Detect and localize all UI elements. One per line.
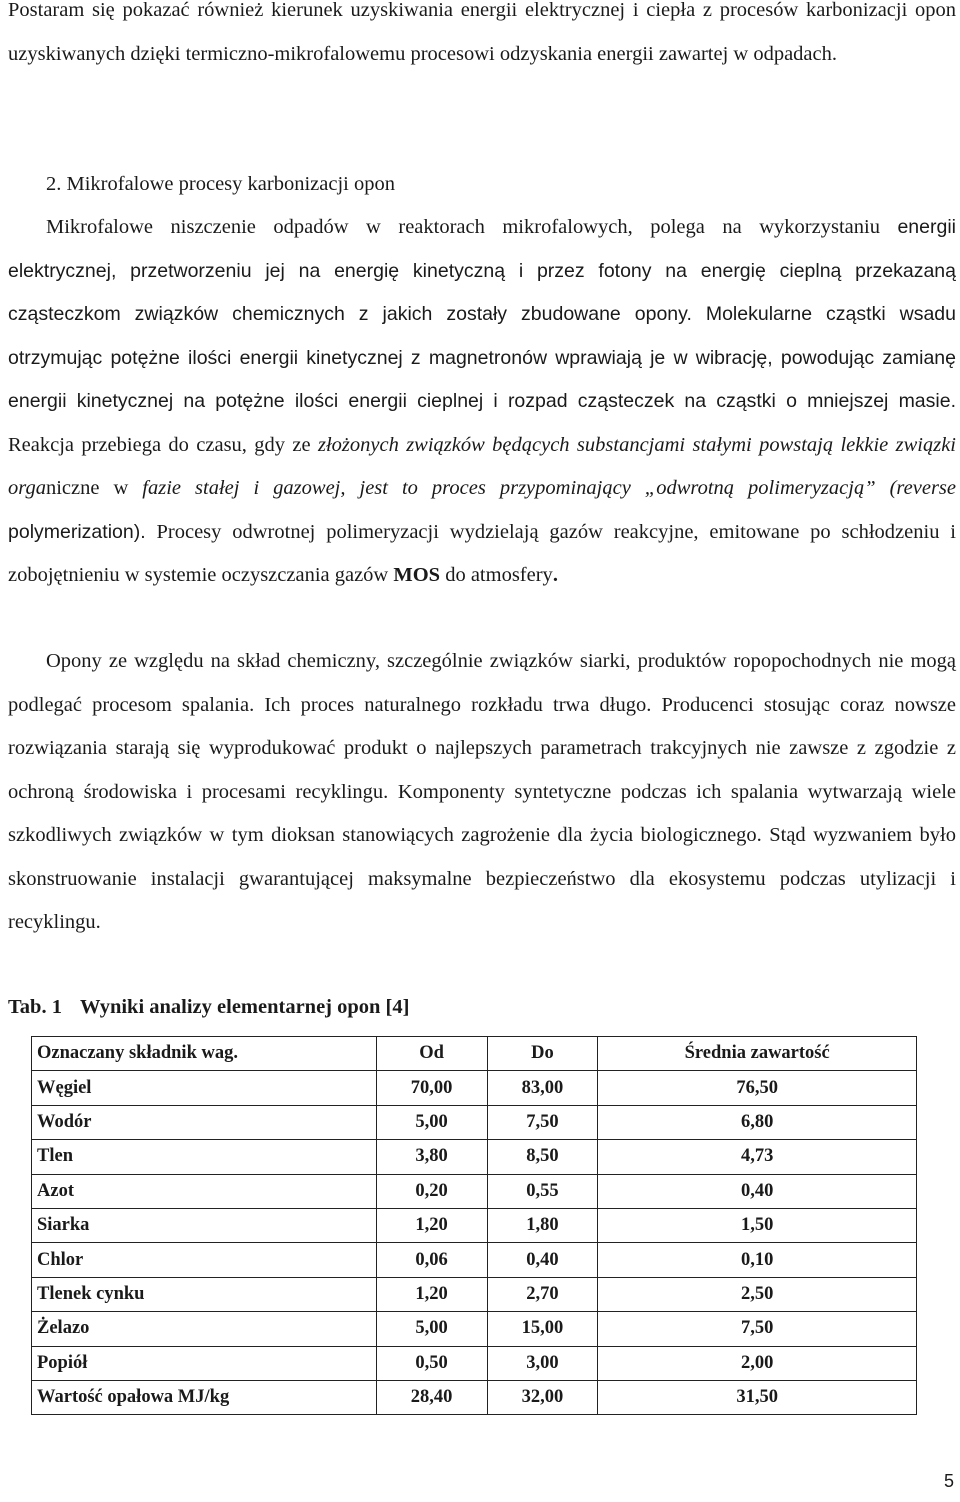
page-number: 5 [943, 1471, 954, 1491]
para1-part-d: złożonych związków będących substancjami stałymi powstają lekkie związki orga [8, 433, 957, 499]
table-row [32, 1312, 917, 1346]
para1-part-j: do atmosfery [440, 564, 553, 586]
table-cell-average: 31,50 [598, 1380, 917, 1414]
table-cell-from: 0,20 [376, 1174, 487, 1208]
table-cell-to: 0,55 [487, 1174, 598, 1208]
table-caption-text: Wyniki analizy elementarnej opon [4] [79, 996, 410, 1018]
para1-part-c: Reakcja przebiega do czasu, gdy ze [8, 433, 318, 456]
table-row [32, 1071, 917, 1105]
table-cell-average: 7,50 [598, 1312, 917, 1346]
table-cell-average: 1,50 [598, 1208, 917, 1242]
para1-part-h: Procesy odwrotnej polimeryzacji wydzielają gazów reakcyjne, emitowane po schłodzeniu i zobojętnieniu w systemie oczyszczania gazów [8, 520, 956, 586]
table-caption [8, 986, 409, 1030]
table-cell-to: 7,50 [487, 1105, 598, 1139]
table-row [32, 1277, 917, 1311]
table-cell-component: Siarka [32, 1208, 377, 1242]
table-cell-component: Żelazo [32, 1312, 377, 1346]
paragraph-tires [8, 640, 956, 945]
table-cell-from: 3,80 [376, 1140, 487, 1174]
table-cell-to: 3,00 [487, 1346, 598, 1380]
table-cell-from: 0,06 [376, 1243, 487, 1277]
header-cell-to: Do [487, 1037, 598, 1071]
header-cell-average: Średnia zawartość [598, 1037, 917, 1071]
table-cell-to: 15,00 [487, 1312, 598, 1346]
para1-part-b: energii elektrycznej, przetworzeniu jej na energię kinetyczną i przez fotony na energię cieplną przekazaną cząsteczkom związków chemicznych z jakich zostały zbudowane opony. Molekularne cząstki wsadu otrzymując potężne ilości energii kinetycznej z magnetronów wprawiają je w wibrację, powodując zamianę energii kinetycznej na potężne ilości energii cieplnej i rozpad cząsteczek na cząstki o mniejszej masie. [8, 216, 956, 412]
para1-part-f: fazie stałej i gazowej, jest to proces przypominający „odwrotną polimeryzacją” (reverse [142, 477, 957, 499]
table-cell-component: Tlen [32, 1140, 377, 1174]
table-cell-to: 8,50 [487, 1140, 598, 1174]
table-cell-average: 2,50 [598, 1277, 917, 1311]
table-cell-from: 0,50 [376, 1346, 487, 1380]
table-cell-to: 2,70 [487, 1277, 598, 1311]
table-cell-average: 0,40 [598, 1174, 917, 1208]
table-caption-label: Tab. 1 [8, 996, 62, 1018]
table-row [32, 1208, 917, 1242]
intro-paragraph: Postaram się pokazać również kierunek uzyskiwania energii elektrycznej i ciepła z procesów karbonizacji opon uzyskiwanych dzięki termiczno-mikrofalowemu procesowi odzyskania energii zawartej w odpadach. [8, 0, 956, 65]
para1-part-g: polymerization). [8, 520, 146, 543]
table-cell-average: 2,00 [598, 1346, 917, 1380]
table-cell-from: 1,20 [376, 1277, 487, 1311]
table-cell-component: Popiół [32, 1346, 377, 1380]
table-cell-to: 1,80 [487, 1208, 598, 1242]
table-cell-to: 32,00 [487, 1380, 598, 1414]
para2-text: Opony ze względu na skład chemiczny, szczególnie związków siarki, produktów ropopochodnych nie mogą podlegać procesom spalania. Ich proces naturalnego rozkładu trwa długo. Producenci stosując coraz nowsze rozwiązania starają się wyprodukować produkt o najlepszych parametrach trakcyjnych nie zawsze z zgodzie z ochroną środowiska i procesami recyklingu. Komponenty syntetyczne podczas ich spalania wytwarzają wiele szkodliwych związków w tym dioksan stanowiących zagrożenie dla życia biologicznego. Stąd wyzwaniem było skonstruowanie instalacji gwarantującej maksymalne bezpieczeństwo dla ekosystemu podczas utylizacji i recyklingu. [8, 650, 956, 933]
table-cell-component: Wartość opałowa MJ/kg [32, 1380, 377, 1414]
table-cell-from: 1,20 [376, 1208, 487, 1242]
table-row [32, 1140, 917, 1174]
table-cell-to: 83,00 [487, 1071, 598, 1105]
table-cell-component: Chlor [32, 1243, 377, 1277]
table-cell-component: Wodór [32, 1105, 377, 1139]
para1-part-a: Mikrofalowe niszczenie odpadów w reaktorach mikrofalowych, polega na wykorzystaniu [46, 216, 898, 238]
table-row [32, 1380, 917, 1414]
table-cell-from: 5,00 [376, 1105, 487, 1139]
paragraph-microwave [8, 206, 956, 598]
table-cell-from: 5,00 [376, 1312, 487, 1346]
table-cell-component: Węgiel [32, 1071, 377, 1105]
table-row [32, 1243, 917, 1277]
table-cell-average: 76,50 [598, 1071, 917, 1105]
table-row [32, 1346, 917, 1380]
para1-mos: MOS [393, 564, 441, 586]
header-cell-component: Oznaczany składnik wag. [32, 1037, 377, 1071]
table-cell-to: 0,40 [487, 1243, 598, 1277]
table-cell-average: 4,73 [598, 1140, 917, 1174]
table-header-row [32, 1037, 917, 1071]
table-cell-component: Tlenek cynku [32, 1277, 377, 1311]
para1-part-e: niczne w [45, 477, 143, 499]
table-cell-from: 28,40 [376, 1380, 487, 1414]
table-cell-from: 70,00 [376, 1071, 487, 1105]
header-cell-from: Od [376, 1037, 487, 1071]
para1-period: . [552, 564, 558, 586]
table-row [32, 1105, 917, 1139]
section-heading: 2. Mikrofalowe procesy karbonizacji opon [46, 173, 395, 195]
table-cell-average: 0,10 [598, 1243, 917, 1277]
table-cell-average: 6,80 [598, 1105, 917, 1139]
table-cell-component: Azot [32, 1174, 377, 1208]
elemental-analysis-table [31, 1036, 917, 1415]
table-row [32, 1174, 917, 1208]
